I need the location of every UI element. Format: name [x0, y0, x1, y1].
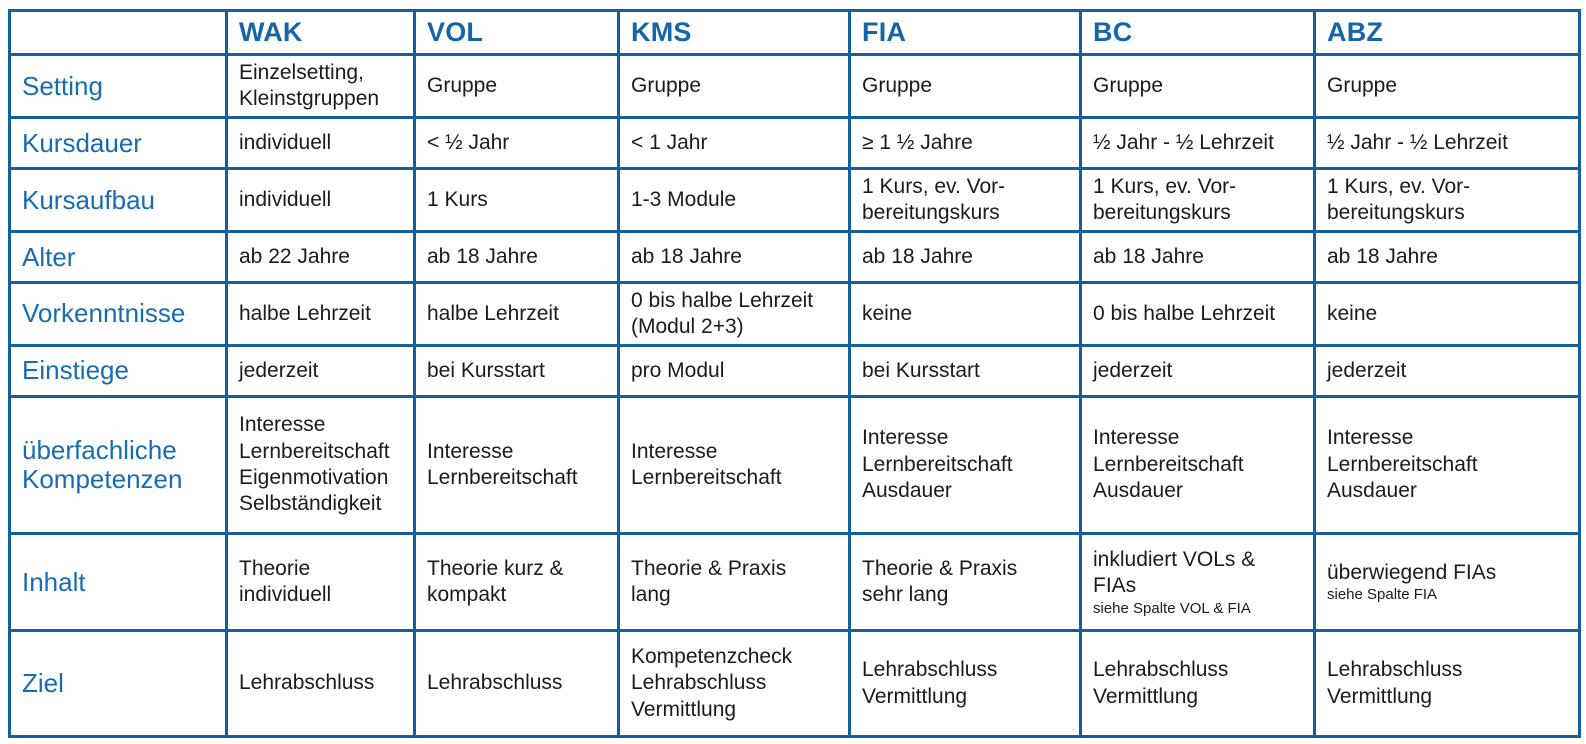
- cell-line: FIAs: [1093, 574, 1137, 598]
- cell-kursdauer-wak: [227, 118, 415, 169]
- cell-vorkenntnisse-vol: [415, 282, 619, 345]
- cell-line: Interesse: [862, 426, 949, 450]
- cell-line: Theorie & Praxis: [631, 556, 787, 580]
- cell-ziel-abz: [1315, 631, 1580, 737]
- cell-line: bei Kursstart: [427, 358, 545, 382]
- cell-line: < ½ Jahr: [427, 130, 510, 154]
- cell-ziel-wak: [227, 631, 415, 737]
- cell-line: bereitungskurs: [1327, 201, 1465, 225]
- cell-vorkenntnisse-abz: [1315, 282, 1580, 345]
- cell-line: individuell: [239, 187, 332, 211]
- cell-ueberfachliche_kompetenzen-vol: [415, 396, 619, 533]
- cell-line: bei Kursstart: [862, 358, 980, 382]
- cell-line: Gruppe: [631, 73, 702, 97]
- cell-line: < 1 Jahr: [631, 130, 708, 154]
- cell-einstiege-wak: [227, 346, 415, 397]
- cell-line: Theorie & Praxis: [862, 556, 1018, 580]
- cell-line: jederzeit: [1093, 358, 1173, 382]
- cell-inhalt-abz: [1315, 534, 1580, 631]
- cell-alter-fia: [850, 232, 1081, 283]
- cell-ziel-vol: [415, 631, 619, 737]
- cell-einstiege-kms: [619, 346, 850, 397]
- cell-line: Ausdauer: [1327, 479, 1417, 503]
- cell-footnote: siehe Spalte VOL & FIA: [1093, 599, 1251, 617]
- cell-line: Lernbereitschaft: [239, 439, 390, 463]
- cell-line: 1 Kurs: [427, 187, 488, 211]
- cell-line: Lehrabschluss: [1327, 658, 1463, 682]
- cell-setting-fia: [850, 55, 1081, 118]
- table-body: [10, 55, 1580, 737]
- table-row: [10, 346, 1580, 397]
- cell-setting-abz: [1315, 55, 1580, 118]
- cell-line: Interesse: [427, 439, 514, 463]
- table-row: [10, 534, 1580, 631]
- cell-line: jederzeit: [1327, 358, 1407, 382]
- cell-einstiege-fia: [850, 346, 1081, 397]
- cell-line: Lehrabschluss: [1093, 658, 1229, 682]
- row-label-vorkenntnisse: Vorkenntnisse: [10, 282, 227, 345]
- cell-footnote: siehe Spalte FIA: [1327, 586, 1438, 604]
- cell-line: Vermittlung: [1093, 684, 1199, 708]
- cell-line: Kleinstgruppen: [239, 87, 380, 111]
- cell-inhalt-kms: [619, 534, 850, 631]
- cell-line: 0 bis halbe Lehrzeit: [1093, 301, 1276, 325]
- cell-kursdauer-abz: [1315, 118, 1580, 169]
- cell-line: inkludiert VOLs &: [1093, 547, 1256, 571]
- cell-line: Eigenmotivation: [239, 466, 389, 489]
- cell-inhalt-vol: [415, 534, 619, 631]
- cell-line: Vermittlung: [631, 697, 737, 721]
- header-row: [10, 11, 1580, 55]
- comparison-table: [8, 9, 1581, 738]
- cell-line: Lernbereitschaft: [427, 466, 578, 489]
- table-row: [10, 396, 1580, 533]
- cell-vorkenntnisse-bc: [1081, 282, 1315, 345]
- cell-line: 1-3 Module: [631, 187, 737, 211]
- cell-line: überwiegend FIAs: [1327, 561, 1497, 584]
- cell-inhalt-wak: [227, 534, 415, 631]
- cell-line: Gruppe: [862, 73, 933, 97]
- table-row: [10, 282, 1580, 345]
- row-label-kursdauer: Kursdauer: [10, 118, 227, 169]
- table-row: [10, 118, 1580, 169]
- cell-ueberfachliche_kompetenzen-abz: [1315, 396, 1580, 533]
- column-header-kms: KMS: [619, 11, 850, 55]
- column-header-fia: FIA: [850, 11, 1081, 55]
- cell-line: Theorie kurz &: [427, 556, 564, 580]
- cell-line: Einzelsetting,: [239, 60, 364, 84]
- cell-line: ab 18 Jahre: [427, 244, 538, 268]
- cell-alter-bc: [1081, 232, 1315, 283]
- table-header: [10, 11, 1580, 55]
- row-label-setting: Setting: [10, 55, 227, 118]
- cell-line: Interesse: [631, 439, 718, 463]
- cell-line: Theorie: [239, 556, 311, 580]
- cell-vorkenntnisse-wak: [227, 282, 415, 345]
- cell-line: Lernbereitschaft: [862, 452, 1013, 476]
- row-label-inhalt: Inhalt: [10, 534, 227, 631]
- cell-vorkenntnisse-fia: [850, 282, 1081, 345]
- cell-line: Vermittlung: [862, 684, 968, 708]
- cell-line: individuell: [239, 583, 332, 607]
- row-label-kursaufbau: Kursaufbau: [10, 168, 227, 231]
- table-row: [10, 631, 1580, 737]
- row-label-ueberfachliche_kompetenzen: [10, 396, 227, 533]
- cell-alter-vol: [415, 232, 619, 283]
- cell-inhalt-bc: [1081, 534, 1315, 631]
- cell-kursaufbau-kms: [619, 168, 850, 231]
- cell-line: ½ Jahr - ½ Lehrzeit: [1093, 130, 1274, 154]
- cell-kursdauer-vol: [415, 118, 619, 169]
- cell-line: Interesse: [1093, 426, 1180, 450]
- cell-line: ab 18 Jahre: [1093, 244, 1204, 268]
- column-header-bc: BC: [1081, 11, 1315, 55]
- cell-line: sehr lang: [862, 583, 949, 607]
- cell-einstiege-abz: [1315, 346, 1580, 397]
- cell-line: ab 18 Jahre: [862, 244, 973, 268]
- cell-line: 1 Kurs, ev. Vor-: [1327, 174, 1471, 198]
- cell-line: Lernbereitschaft: [1093, 452, 1244, 476]
- table-row: [10, 232, 1580, 283]
- cell-einstiege-vol: [415, 346, 619, 397]
- cell-line: kompakt: [427, 583, 507, 607]
- cell-kursaufbau-abz: [1315, 168, 1580, 231]
- cell-line: Lernbereitschaft: [1327, 452, 1478, 476]
- cell-line: lang: [631, 583, 671, 607]
- cell-line: ab 18 Jahre: [631, 244, 742, 268]
- cell-line: Lehrabschluss: [427, 671, 563, 695]
- cell-inhalt-fia: [850, 534, 1081, 631]
- cell-kursaufbau-bc: [1081, 168, 1315, 231]
- cell-line: Kompetenzcheck: [631, 644, 793, 668]
- cell-line: Lehrabschluss: [239, 671, 375, 695]
- cell-ueberfachliche_kompetenzen-kms: [619, 396, 850, 533]
- cell-line: Lernbereitschaft: [631, 466, 782, 489]
- column-header-vol: VOL: [415, 11, 619, 55]
- cell-line: pro Modul: [631, 358, 725, 382]
- cell-line: Gruppe: [427, 73, 498, 97]
- cell-einstiege-bc: [1081, 346, 1315, 397]
- cell-line: Vermittlung: [1327, 684, 1433, 708]
- cell-line: (Modul 2+3): [631, 315, 744, 339]
- cell-line: Ausdauer: [1093, 479, 1183, 503]
- cell-ziel-fia: [850, 631, 1081, 737]
- cell-line: Ausdauer: [862, 479, 952, 503]
- cell-line: bereitungskurs: [862, 201, 1000, 225]
- cell-line: keine: [862, 301, 913, 325]
- column-header-wak: WAK: [227, 11, 415, 55]
- cell-line: halbe Lehrzeit: [239, 301, 371, 325]
- cell-line: 1 Kurs, ev. Vor-: [862, 174, 1006, 198]
- cell-vorkenntnisse-kms: [619, 282, 850, 345]
- cell-alter-kms: [619, 232, 850, 283]
- cell-line: individuell: [239, 130, 332, 154]
- cell-line: ≥ 1 ½ Jahre: [862, 130, 973, 154]
- cell-setting-kms: [619, 55, 850, 118]
- cell-kursaufbau-wak: [227, 168, 415, 231]
- column-header-abz: ABZ: [1315, 11, 1580, 55]
- row-label-ziel: Ziel: [10, 631, 227, 737]
- cell-kursaufbau-vol: [415, 168, 619, 231]
- cell-setting-wak: [227, 55, 415, 118]
- table-corner-cell: [10, 11, 227, 55]
- cell-kursdauer-fia: [850, 118, 1081, 169]
- cell-line: Gruppe: [1093, 73, 1164, 97]
- cell-ueberfachliche_kompetenzen-fia: [850, 396, 1081, 533]
- cell-kursaufbau-fia: [850, 168, 1081, 231]
- cell-setting-bc: [1081, 55, 1315, 118]
- cell-line: Lehrabschluss: [631, 671, 767, 695]
- row-label-line: überfachliche: [22, 434, 177, 465]
- cell-line: Selbständigkeit: [239, 492, 382, 516]
- cell-line: ½ Jahr - ½ Lehrzeit: [1327, 130, 1508, 154]
- cell-setting-vol: [415, 55, 619, 118]
- cell-line: ab 22 Jahre: [239, 244, 350, 268]
- cell-alter-abz: [1315, 232, 1580, 283]
- cell-kursdauer-bc: [1081, 118, 1315, 169]
- row-label-alter: Alter: [10, 232, 227, 283]
- cell-line: keine: [1327, 301, 1378, 325]
- cell-line: halbe Lehrzeit: [427, 301, 559, 325]
- cell-line: 1 Kurs, ev. Vor-: [1093, 174, 1237, 198]
- cell-line: jederzeit: [239, 358, 319, 382]
- cell-line: 0 bis halbe Lehrzeit: [631, 288, 814, 312]
- cell-kursdauer-kms: [619, 118, 850, 169]
- cell-line: Interesse: [1327, 426, 1414, 450]
- cell-line: bereitungskurs: [1093, 201, 1231, 225]
- cell-ziel-bc: [1081, 631, 1315, 737]
- cell-ueberfachliche_kompetenzen-wak: [227, 396, 415, 533]
- table-row: [10, 168, 1580, 231]
- cell-line: ab 18 Jahre: [1327, 244, 1438, 268]
- row-label-einstiege: Einstiege: [10, 346, 227, 397]
- cell-alter-wak: [227, 232, 415, 283]
- cell-line: Interesse: [239, 413, 326, 437]
- cell-line: Gruppe: [1327, 73, 1398, 97]
- cell-line: Lehrabschluss: [862, 658, 998, 682]
- cell-ziel-kms: [619, 631, 850, 737]
- table-row: [10, 55, 1580, 118]
- cell-ueberfachliche_kompetenzen-bc: [1081, 396, 1315, 533]
- row-label-line: Kompetenzen: [22, 464, 183, 494]
